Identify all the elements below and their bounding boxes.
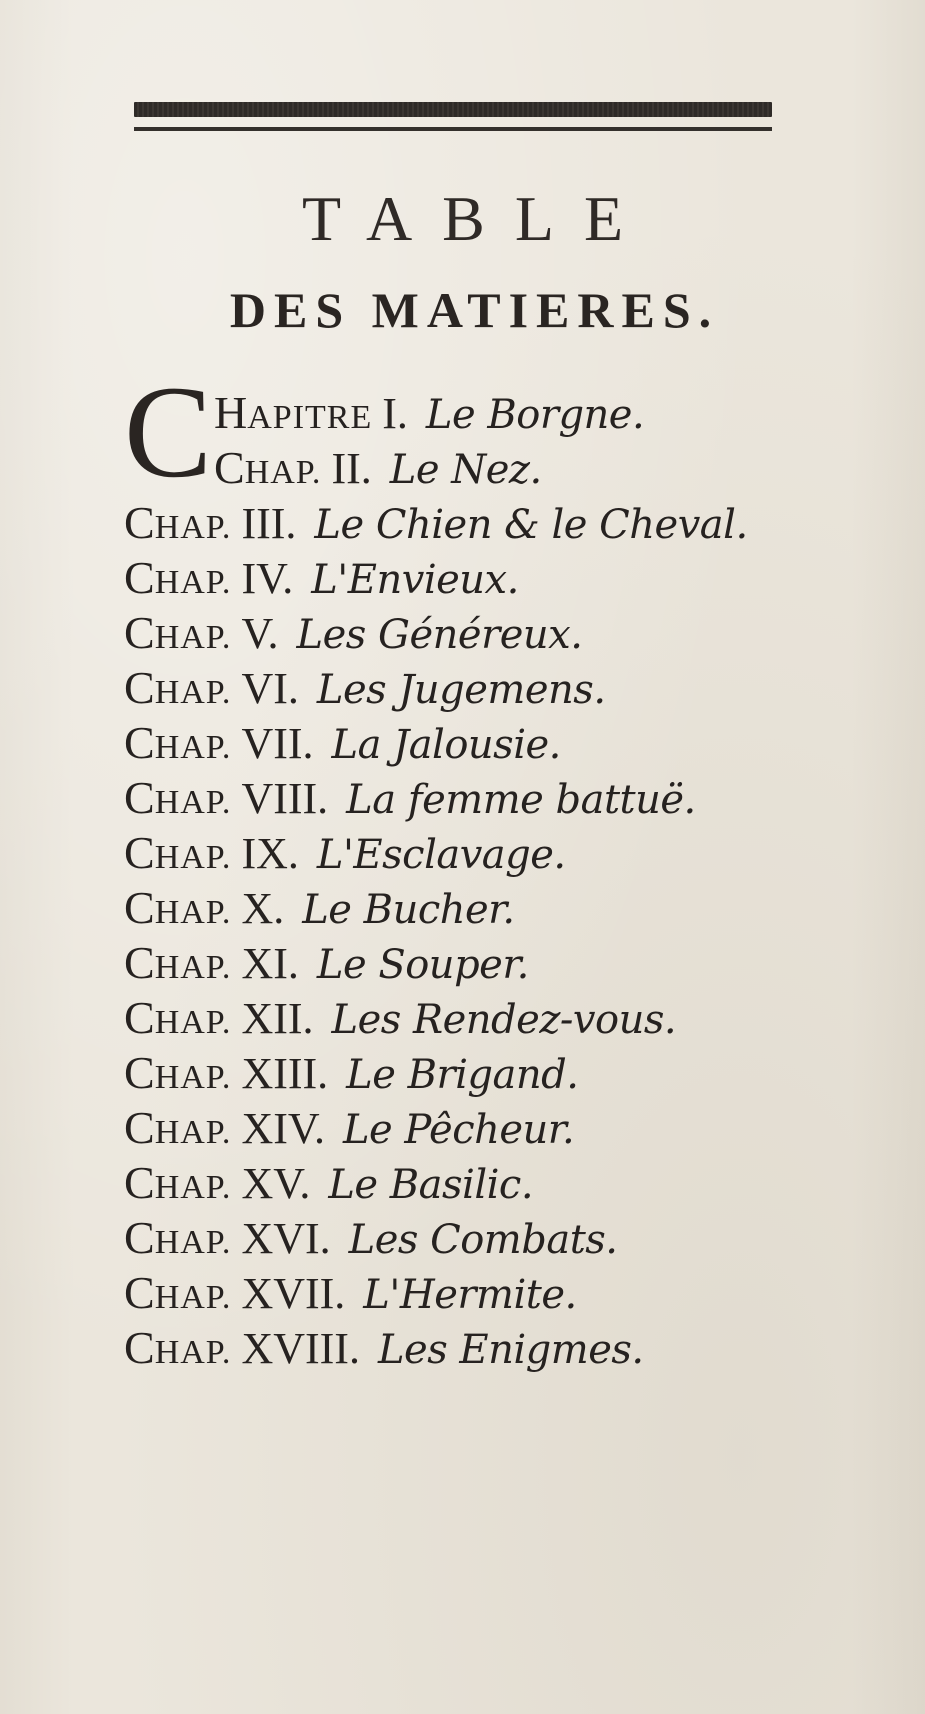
toc-entry-label: HAP. (154, 1224, 232, 1261)
toc-entry-label: HAP. (154, 509, 232, 546)
toc-entry (124, 1323, 644, 1378)
ornamental-rule-thin (134, 127, 772, 131)
toc-entry-title: Le Basilic. (328, 1162, 534, 1208)
toc-entry (124, 773, 696, 828)
toc-entry (124, 1268, 577, 1323)
toc-entry-title: Le Souper. (316, 942, 529, 988)
toc-entry-label: HAP. (154, 1279, 232, 1316)
toc-entry-label: HAP. (154, 839, 232, 876)
toc-entry-label: HAP. (154, 1114, 232, 1151)
toc-entry-label-initial: C (124, 1047, 155, 1098)
toc-entry-number: XIII. (241, 1049, 329, 1098)
toc-entry (124, 663, 606, 718)
toc-entry-label-initial: C (124, 882, 155, 933)
toc-entry-label: HAP. (154, 949, 232, 986)
toc-entry (124, 1048, 578, 1103)
toc-entry-label-initial: C (124, 717, 155, 768)
toc-entry-label-initial: C (124, 1102, 155, 1153)
toc-entry (124, 718, 561, 773)
toc-entry-title: Les Généreux. (296, 612, 583, 658)
toc-entry (124, 498, 748, 553)
toc-entry-label: HAP. (154, 1004, 232, 1041)
toc-entry-label: HAP. (154, 619, 232, 656)
toc-entry-label: HAP. (154, 1059, 232, 1096)
toc-entry-number: III. (241, 499, 297, 548)
toc-entry-number: XVII. (241, 1269, 346, 1318)
toc-entry-number: VIII. (241, 774, 329, 823)
toc-entry-label-initial: C (124, 1267, 155, 1318)
toc-entry (124, 938, 529, 993)
page-title: TABLE (301, 183, 654, 254)
toc-entry-number: IV. (241, 554, 294, 603)
toc-entry (214, 443, 542, 498)
toc-entry-label-initial: C (124, 607, 155, 658)
page-subtitle: DES MATIERES. (229, 282, 720, 338)
toc-entry-number: IX. (241, 829, 299, 878)
toc-entry-title: Les Combats. (348, 1217, 618, 1263)
toc-entry-number: I. (382, 389, 408, 438)
toc-entry-label: APITRE (247, 399, 373, 436)
toc-entry-label: HAP. (244, 454, 322, 491)
toc-entry-label: HAP. (154, 1169, 232, 1206)
toc-entry-number: XVI. (241, 1214, 331, 1263)
toc-entry-label: HAP. (154, 564, 232, 601)
toc-entry (124, 1158, 533, 1213)
toc-entry-label-initial: C (124, 1212, 155, 1263)
toc-entry (124, 608, 582, 663)
toc-entry-number: XII. (241, 994, 314, 1043)
toc-entry-number: VII. (241, 719, 314, 768)
toc-entry-label-initial: C (124, 1322, 155, 1373)
toc-entry-label: HAP. (154, 894, 232, 931)
toc-entry (124, 1213, 618, 1268)
toc-entry-number: V. (241, 609, 279, 658)
toc-entry-label-initial: C (124, 1157, 155, 1208)
toc-entry-label-initial: C (124, 772, 155, 823)
toc-entry-label-initial: C (124, 662, 155, 713)
toc-entry-title: L'Esclavage. (316, 832, 566, 878)
toc-entry-title: Les Jugemens. (316, 667, 606, 713)
toc-entry (124, 828, 566, 883)
toc-entry-label-initial: C (124, 827, 155, 878)
toc-entry-label: HAP. (154, 784, 232, 821)
toc-entry-number: X. (241, 884, 285, 933)
toc-entry-title: L'Envieux. (311, 557, 519, 603)
toc-entry (124, 883, 515, 938)
toc-entry-label-initial: C (124, 937, 155, 988)
toc-entry-label: HAP. (154, 729, 232, 766)
toc-entry-label-initial: H (214, 387, 248, 438)
toc-entry-title: Les Rendez-vous. (331, 997, 677, 1043)
toc-entry-number: XVIII. (241, 1324, 360, 1373)
toc-entry-number: XV. (241, 1159, 311, 1208)
toc-entry-title: Le Bucher. (302, 887, 515, 933)
toc-entry (124, 553, 519, 608)
toc-entry-label-initial: C (214, 442, 245, 493)
toc-entry-number: II. (331, 444, 372, 493)
toc-entry-number: XIV. (241, 1104, 325, 1153)
drop-capital: C (124, 358, 213, 505)
toc-entry-number: VI. (241, 664, 299, 713)
toc-entry (214, 388, 644, 443)
toc-entry-title: Le Borgne. (425, 392, 645, 438)
toc-entry-title: La femme battuë. (346, 777, 696, 823)
toc-entry-label-initial: C (124, 497, 155, 548)
toc-entry-label: HAP. (154, 674, 232, 711)
toc-entry-title: Le Nez. (389, 447, 542, 493)
toc-entry-title: Les Enigmes. (377, 1327, 644, 1373)
toc-entry-title: Le Brigand. (346, 1052, 579, 1098)
toc-entry-title: Le Pêcheur. (342, 1107, 575, 1153)
toc-entry-title: La Jalousie. (331, 722, 561, 768)
toc-entry (124, 1103, 574, 1158)
ornamental-rule-thick (134, 102, 772, 117)
toc-entry-title: Le Chien & le Cheval. (314, 502, 748, 548)
toc-entry-label-initial: C (124, 992, 155, 1043)
toc-entry (124, 993, 676, 1048)
toc-entry-number: XI. (241, 939, 299, 988)
toc-entry-title: L'Hermite. (363, 1272, 577, 1318)
toc-entry-label: HAP. (154, 1334, 232, 1371)
toc-entry-label-initial: C (124, 552, 155, 603)
